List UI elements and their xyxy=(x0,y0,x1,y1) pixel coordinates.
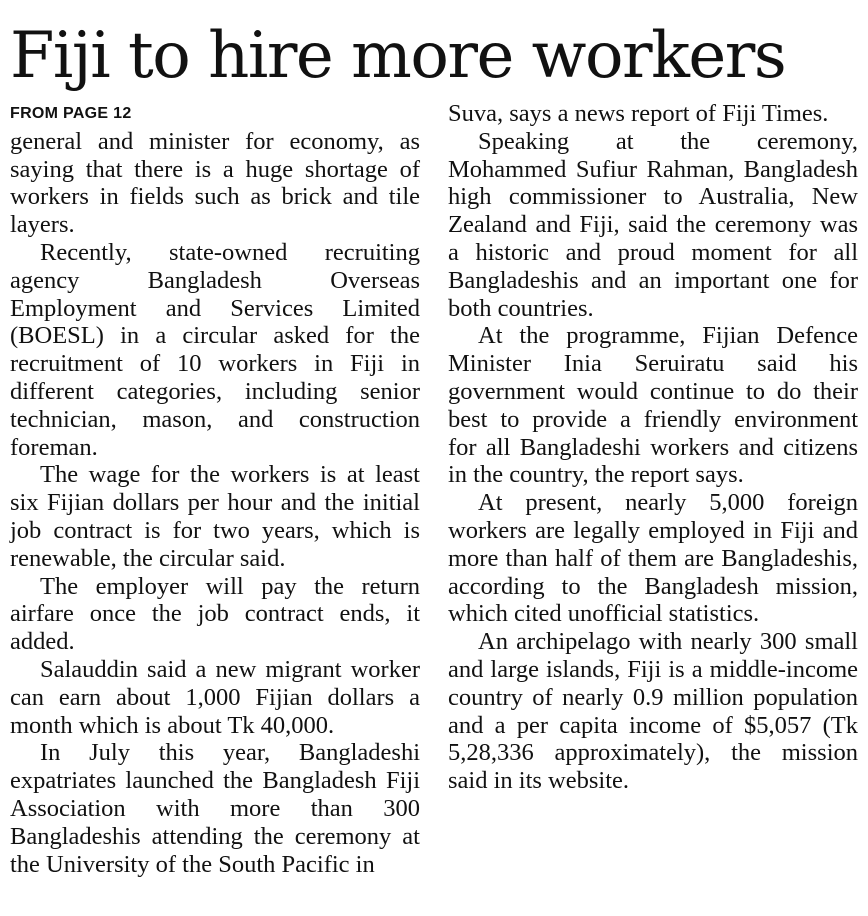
paragraph: In July this year, Bangladeshi expatriates launched the Bangladesh Fiji Association with more than 300 Bangladeshis attending the ceremony at the University of the South Pacific in xyxy=(10,739,420,878)
paragraph: Recently, state-owned recruiting agency Bangladesh Overseas Employment and Services Limited (BOESL) in a circular asked for the recruitment of 10 workers in Fiji in different categories, including senior technician, mason, and construction foreman. xyxy=(10,238,420,461)
paragraph: Salauddin said a new migrant worker can earn about 1,000 Fijian dollars a month which is about Tk 40,000. xyxy=(10,655,420,739)
continued-from-label: FROM PAGE 12 xyxy=(10,105,132,122)
paragraph: The wage for the workers is at least six Fijian dollars per hour and the initial job contract is for two years, which is renewable, the circular said. xyxy=(10,461,420,572)
paragraph: The employer will pay the return airfare once the job contract ends, it added. xyxy=(10,572,420,656)
paragraph: At the programme, Fijian Defence Minister Inia Seruiratu said his government would continue to do their best to provide a friendly environment for all Bangladeshi workers and citizens in the country, the report says. xyxy=(448,322,858,489)
paragraph: At present, nearly 5,000 foreign workers are legally employed in Fiji and more than half of them are Bangladeshis, according to the Bangladesh mission, which cited unofficial statistics. xyxy=(448,489,858,628)
article-column-right xyxy=(448,100,858,795)
paragraph: Suva, says a news report of Fiji Times. xyxy=(448,100,829,127)
headline: Fiji to hire more workers xyxy=(10,19,786,93)
paragraph: general and minister for economy, as saying that there is a huge shortage of workers in fields such as brick and tile layers. xyxy=(10,127,420,239)
paragraph: An archipelago with nearly 300 small and large islands, Fiji is a middle-income country of nearly 0.9 million population and a per capita income of $5,057 (Tk 5,28,336 approximately), the mission said in its website. xyxy=(448,628,858,795)
article-column-left xyxy=(10,100,420,878)
paragraph: Speaking at the ceremony, Mohammed Sufiur Rahman, Bangladesh high commissioner to Australia, New Zealand and Fiji, said the ceremony was a historic and proud moment for all Bangladeshis and an important one for both countries. xyxy=(448,127,858,322)
